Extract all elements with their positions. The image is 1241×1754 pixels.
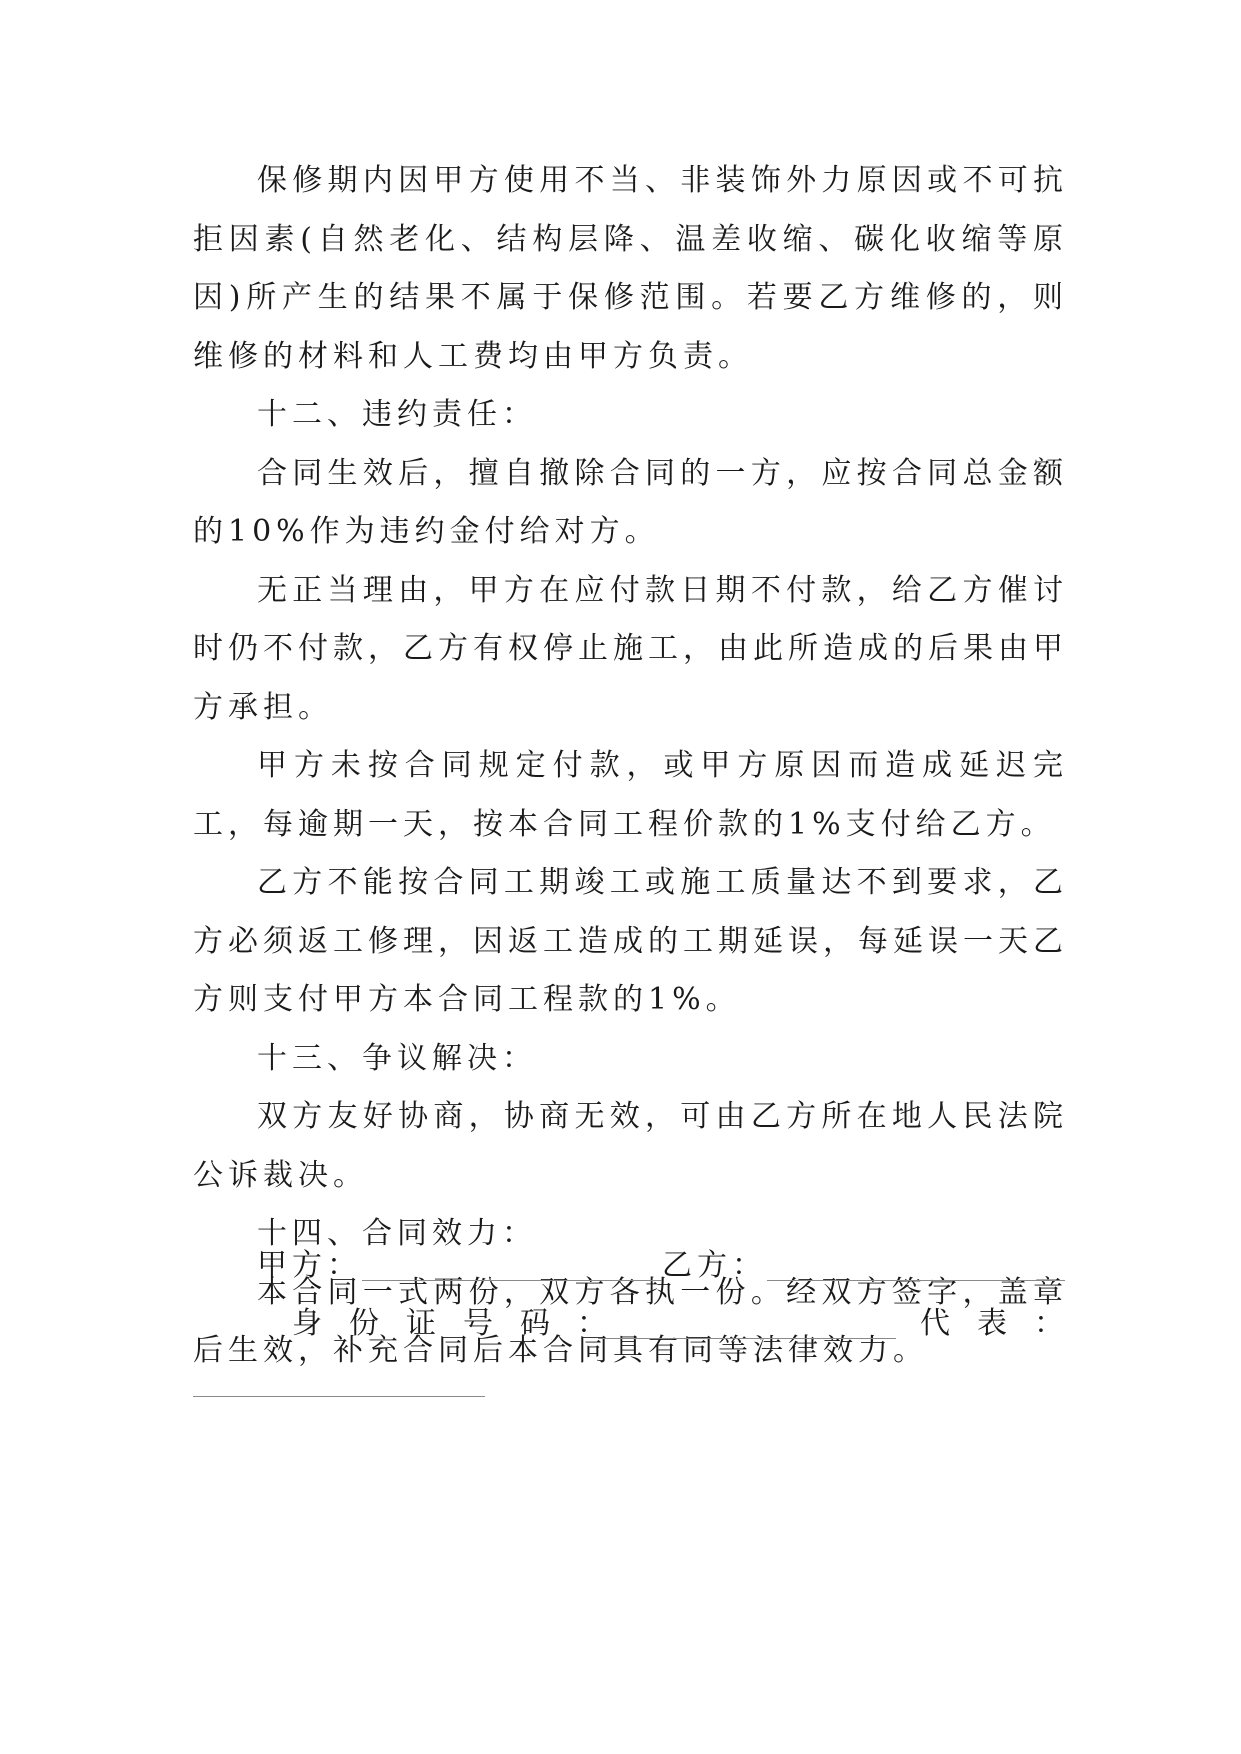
paragraph-validity: 本合同一式两份，双方各执一份。经双方签字，盖章后生效，补充合同后本合同具有同等法律效力。 xyxy=(193,1274,1068,1368)
representative-blank[interactable] xyxy=(193,1380,485,1397)
party-a-blank[interactable] xyxy=(362,1264,662,1281)
party-a-label: 甲方： xyxy=(257,1248,362,1283)
heading-dispute-resolution: 十三、争议解决： xyxy=(257,1040,537,1076)
heading-breach-liability: 十二、违约责任： xyxy=(257,397,537,432)
contract-body xyxy=(193,152,1068,1381)
signature-row-id xyxy=(292,1295,634,1353)
party-b-blank[interactable] xyxy=(767,1264,1065,1281)
id-number-blank-wrap xyxy=(598,1295,896,1353)
representative-wrap xyxy=(920,1295,1091,1353)
paragraph-termination-penalty: 合同生效后，擅自撤除合同的一方，应按合同总金额的10%作为违约金付给对方。 xyxy=(193,455,1068,549)
id-number-label: 身份证号码： xyxy=(292,1306,634,1341)
paragraph-late-payment: 甲方未按合同规定付款，或甲方原因而造成延迟完工，每逾期一天，按本合同工程价款的1%支付给乙方。 xyxy=(193,748,1068,842)
id-number-blank[interactable] xyxy=(598,1322,896,1339)
representative-label: 代表： xyxy=(920,1306,1091,1341)
party-b-label: 乙方： xyxy=(662,1248,767,1283)
paragraph-dispute: 双方友好协商，协商无效，可由乙方所在地人民法院公诉裁决。 xyxy=(193,1099,1068,1193)
heading-contract-validity: 十四、合同效力： xyxy=(257,1216,537,1251)
signature-row-parties xyxy=(257,1237,1065,1295)
paragraph-quality-delay: 乙方不能按合同工期竣工或施工质量达不到要求，乙方必须返工修理，因返工造成的工期延误，每延误一天乙方则支付甲方本合同工程款的1%。 xyxy=(193,865,1068,1017)
representative-blank-wrap xyxy=(193,1353,485,1411)
paragraph-warranty-exclusion: 保修期内因甲方使用不当、非装饰外力原因或不可抗拒因素(自然老化、结构层降、温差收缩、碳化收缩等原因)所产生的结果不属于保修范围。若要乙方维修的，则维修的材料和人工费均由甲方负责。 xyxy=(193,163,1068,374)
paragraph-payment-default: 无正当理由，甲方在应付款日期不付款，给乙方催讨时仍不付款，乙方有权停止施工，由此所造成的后果由甲方承担。 xyxy=(193,572,1068,725)
